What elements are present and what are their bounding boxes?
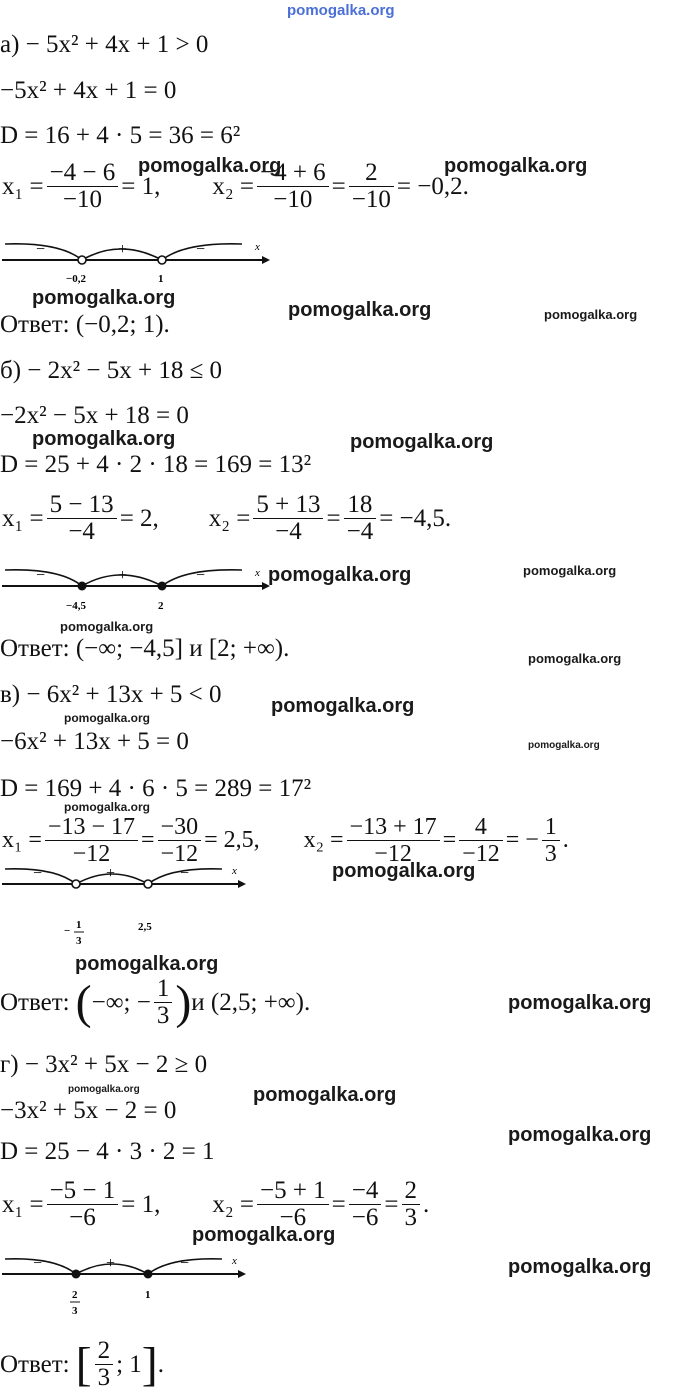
watermark: pomogalka.org (508, 992, 652, 1014)
svg-text:x: x (255, 567, 260, 579)
equation-d: −3x² + 5x − 2 = 0 (0, 1097, 177, 1124)
roots-a: x₁ = $\frac{-4 - 6}{-10}$ = 1, x₂ = $\frac{-4 + 6}{-10}$ = $\frac{2}{-10}$ = −0,2. (2, 159, 469, 213)
watermark: pomogalka.org (138, 155, 282, 177)
point-label-1-num-d: 2 (72, 1289, 78, 1301)
task-d: г) − 3x² + 5x − 2 ≥ 0 (0, 1051, 208, 1078)
discriminant-d: D = 25 − 4 · 3 · 2 = 1 (0, 1138, 215, 1165)
x2-fraction-c: $\frac{-13 + 17}{-12}$ (347, 814, 440, 867)
answer-a: Ответ: (−0,2; 1). (0, 311, 170, 338)
sign-plus-b: + (118, 567, 128, 584)
task-a: а) − 5x² + 4x + 1 > 0 (0, 31, 209, 58)
x1-value-a: = 1, (121, 172, 161, 200)
watermark: pomogalka.org (528, 651, 622, 666)
answer-c: Ответ: ( −∞; − $\frac{1}{3}$ ) и (2,5; +∞). (0, 975, 311, 1029)
point-label-1-den-c: 3 (76, 935, 82, 947)
watermark: pomogalka.org (508, 1256, 652, 1278)
sign-minus-left-a: − (36, 241, 46, 258)
watermark: pomogalka.org (32, 287, 176, 309)
watermark: pomogalka.org (271, 695, 415, 717)
watermark: pomogalka.org (75, 953, 219, 975)
x1-fraction2-c: $\frac{-30}{-12}$ (158, 814, 202, 867)
sign-minus-left-d: − (33, 1255, 43, 1272)
roots-d: x₁ = $\frac{-5 - 1}{-6}$ = 1, x₂ = $\frac{-5 + 1}{-6}$ = $\frac{-4}{-6}$ = $\frac{2}{3}$ . (2, 1177, 430, 1231)
x2-fraction2-a: $\frac{2}{-10}$ (349, 160, 394, 213)
watermark: pomogalka.org (508, 1124, 652, 1146)
watermark: pomogalka.org (64, 711, 151, 725)
x2-fraction2-d: $\frac{-4}{-6}$ (349, 1178, 382, 1231)
point-label-2-d: 1 (145, 1289, 151, 1301)
equation-c: −6x² + 13x + 5 = 0 (0, 728, 189, 755)
x2-fraction-a: $\frac{-4 + 6}{-10}$ (257, 160, 329, 213)
discriminant-b: D = 25 + 4 · 2 · 18 = 169 = 13² (0, 451, 312, 478)
x1-fraction-a: $\frac{-4 - 6}{-10}$ (47, 160, 119, 213)
x2-value-a: = −0,2. (396, 172, 469, 200)
sign-minus-right-c: − (180, 865, 190, 882)
watermark: pomogalka.org (528, 740, 600, 751)
svg-text:−: − (64, 925, 71, 937)
sign-minus-right-b: − (196, 567, 206, 584)
x2-fraction-b: $\frac{5 + 13}{-4}$ (253, 492, 323, 545)
point-label-2-c: 2,5 (138, 921, 152, 933)
equation-a: −5x² + 4x + 1 = 0 (0, 77, 177, 104)
watermark-top[interactable]: pomogalka.org (287, 2, 395, 19)
discriminant-a: D = 16 + 4 · 5 = 36 = 6² (0, 122, 241, 149)
x1-fraction-c: $\frac{-13 - 17}{-12}$ (45, 814, 138, 867)
watermark: pomogalka.org (192, 1224, 336, 1246)
answer-b: Ответ: (−∞; −4,5] и [2; +∞). (0, 635, 290, 662)
discriminant-c: D = 169 + 4 · 6 · 5 = 289 = 17² (0, 775, 312, 802)
roots-c: x₁ = $\frac{-13 - 17}{-12}$ = $\frac{-30}{-12}$ = 2,5, x₂ = $\frac{-13 + 17}{-12}$ = $\frac{4}{-12}$ = − $\frac{1}{3}$ . (2, 814, 569, 867)
axis-label-a: x (255, 241, 260, 253)
watermark: pomogalka.org (444, 155, 588, 177)
x2-fraction2-c: $\frac{4}{-12}$ (459, 814, 503, 867)
watermark: pomogalka.org (268, 564, 412, 586)
sign-plus-d: + (106, 1255, 116, 1272)
point-label-1-b: −4,5 (66, 600, 87, 612)
point-label-1-den-d: 3 (72, 1305, 78, 1317)
sign-plus-a: + (118, 241, 128, 258)
watermark: pomogalka.org (64, 800, 151, 814)
sign-minus-left-c: − (33, 865, 43, 882)
watermark: pomogalka.org (60, 619, 154, 634)
number-line-c (0, 862, 270, 954)
task-c: в) − 6x² + 13x + 5 < 0 (0, 681, 222, 708)
roots-b: x₁ = $\frac{5 - 13}{-4}$ = 2, x₂ = $\frac{5 + 13}{-4}$ = $\frac{18}{-4}$ = −4,5. (2, 491, 452, 545)
answer-fraction-c: $\frac{1}{3}$ (154, 976, 173, 1029)
watermark: pomogalka.org (32, 428, 176, 450)
watermark: pomogalka.org (68, 1084, 140, 1095)
point-label-1-num-c: 1 (76, 919, 82, 931)
svg-text:x: x (232, 1255, 237, 1267)
x2-fraction3-c: $\frac{1}{3}$ (542, 814, 560, 867)
x2-fraction-d: $\frac{-5 + 1}{-6}$ (257, 1178, 329, 1231)
watermark: pomogalka.org (350, 431, 494, 453)
point-label-2-a: 1 (158, 273, 164, 285)
point-label-1-a: −0,2 (66, 273, 87, 285)
answer-fraction-d: $\frac{2}{3}$ (95, 1338, 114, 1391)
sign-minus-right-d: − (180, 1255, 190, 1272)
watermark: pomogalka.org (523, 563, 617, 578)
x2-fraction2-b: $\frac{18}{-4}$ (344, 492, 377, 545)
x1-fraction-b: $\frac{5 - 13}{-4}$ (47, 492, 117, 545)
number-line-b (0, 562, 270, 618)
sign-minus-left-b: − (36, 567, 46, 584)
x2-fraction3-d: $\frac{2}{3}$ (402, 1178, 421, 1231)
watermark: pomogalka.org (332, 860, 476, 882)
point-label-2-b: 2 (158, 600, 164, 612)
x1-fraction-d: $\frac{-5 - 1}{-6}$ (47, 1178, 119, 1231)
svg-text:x: x (232, 865, 237, 877)
number-line-a (0, 236, 270, 292)
sign-minus-right-a: − (196, 241, 206, 258)
sign-plus-c: + (106, 865, 116, 882)
watermark: pomogalka.org (288, 299, 432, 321)
x1-label-a: x₁ = (2, 172, 44, 200)
watermark: pomogalka.org (544, 307, 638, 322)
number-line-d (0, 1252, 270, 1322)
watermark: pomogalka.org (253, 1084, 397, 1106)
x2-label-a: x₂ = (212, 172, 254, 200)
equation-b: −2x² − 5x + 18 = 0 (0, 402, 189, 429)
answer-d: Ответ: [ $\frac{2}{3}$ ; 1 ] . (0, 1337, 165, 1391)
task-b: б) − 2x² − 5x + 18 ≤ 0 (0, 357, 223, 384)
